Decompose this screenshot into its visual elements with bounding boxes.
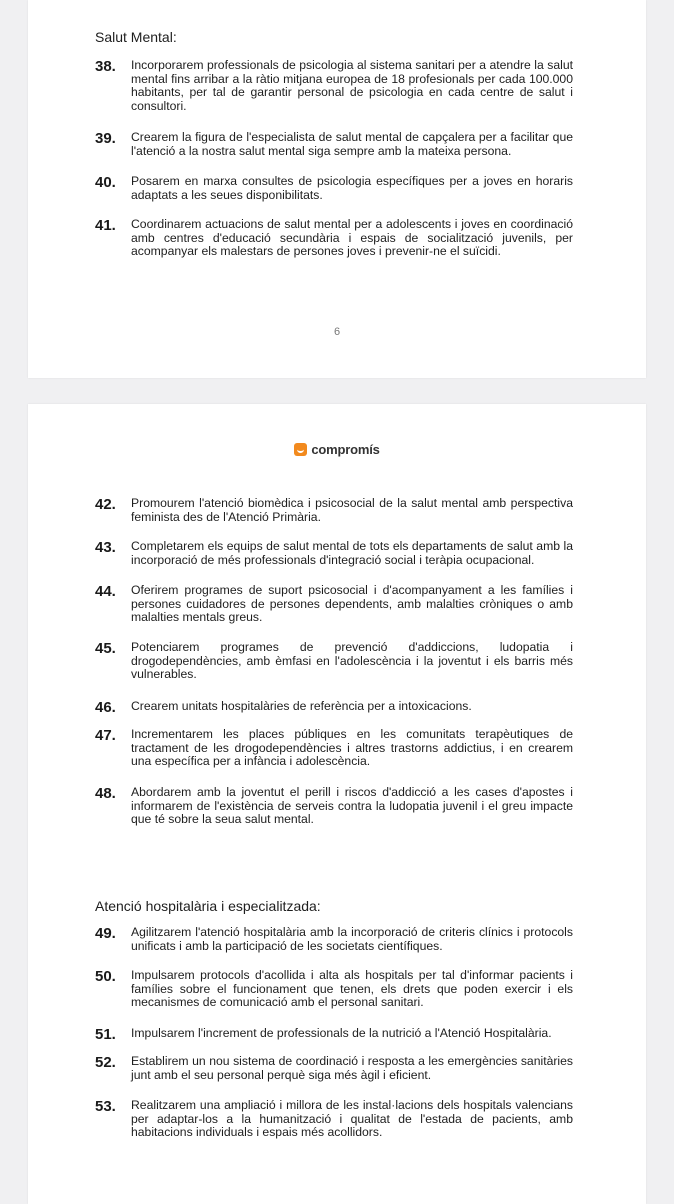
list-item [95,1055,573,1082]
item-number: 50. [95,968,116,985]
list-item [95,728,573,769]
item-number: 51. [95,1026,116,1043]
list-item [95,1099,573,1140]
item-number: 52. [95,1054,116,1071]
item-text: Realitzarem una ampliació i millora de les instal·lacions dels hospitals valencians per adaptar-los a la humanització i qualitat de l'estada de pacients, amb habitacions individuals i espais més acollidors. [131,1098,573,1140]
document-page-7 [28,404,646,1204]
section-title-atencio-hospitalaria: Atenció hospitalària i especialitzada: [95,898,321,914]
page-number: 6 [333,326,341,338]
item-text: Potenciarem programes de prevenció d'addiccions, ludopatia i drogodependències, amb èmfasi en l'adolescència i la joventut i els barris més vulnerables. [131,640,573,682]
section-title-salut-mental: Salut Mental: [95,29,177,45]
list-item [95,218,573,259]
list-item [95,131,573,158]
item-number: 47. [95,727,116,744]
list-item [95,540,573,567]
list-item [95,700,573,715]
item-number: 39. [95,130,116,147]
list-item [95,59,573,113]
compromis-smile-icon [294,443,307,456]
list-item [95,969,573,1010]
document-page-6 [28,0,646,378]
item-text: Crearem la figura de l'especialista de salut mental de capçalera per a facilitar que l'atenció a la nostra salut mental siga sempre amb la mateixa persona. [131,130,573,158]
compromis-logo [28,442,646,457]
item-number: 53. [95,1098,116,1115]
logo-text: compromís [311,442,380,457]
item-number: 41. [95,217,116,234]
item-number: 46. [95,699,116,716]
item-number: 42. [95,496,116,513]
list-item [95,786,573,827]
list-item [95,175,573,202]
list-item [95,497,573,524]
item-text: Completarem els equips de salut mental de tots els departaments de salut amb la incorporació de més professionals d'integració social i teràpia ocupacional. [131,539,573,567]
list-item [95,1027,573,1042]
item-text: Oferirem programes de suport psicosocial i d'acompanyament a les famílies i persones cuidadores de persones dependents, amb malalties cròniques o amb malalties mentals greus. [131,583,573,625]
item-number: 48. [95,785,116,802]
list-item [95,641,573,682]
item-text: Impulsarem l'increment de professionals de la nutrició a l'Atenció Hospitalària. [131,1026,552,1040]
item-text: Coordinarem actuacions de salut mental per a adolescents i joves en coordinació amb centres d'educació secundària i espais de socialització juvenils, per acompanyar els malestars de persones joves i prevenir-ne el suïcidi. [131,217,573,259]
item-number: 49. [95,925,116,942]
item-text: Impulsarem protocols d'acollida i alta als hospitals per tal d'informar pacients i famílies sobre el funcionament que tenen, els drets que poden exercir i els mecanismes de comunicació amb el personal sanitari. [131,968,573,1010]
item-number: 44. [95,583,116,600]
item-text: Establirem un nou sistema de coordinació i resposta a les emergències sanitàries junt amb el seu personal perquè siga més àgil i eficient. [131,1054,573,1082]
item-text: Crearem unitats hospitalàries de referència per a intoxicacions. [131,699,472,713]
list-item [95,926,573,953]
item-text: Agilitzarem l'atenció hospitalària amb la incorporació de criteris clínics i protocols unificats i amb la participació de les societats científiques. [131,925,573,953]
item-text: Abordarem amb la joventut el perill i riscos d'addicció a les cases d'apostes i informarem de l'existència de serveis contra la ludopatia juvenil i el greu impacte que té sobre la seua salut mental. [131,785,573,827]
item-number: 38. [95,58,116,75]
item-number: 43. [95,539,116,556]
item-text: Incorporarem professionals de psicologia al sistema sanitari per a atendre la salut mental fins arribar a la ràtio mitjana europea de 18 profesionals per cada 100.000 habitants, per tal de garantir personal de psicologia en cada centre de salut i consultori. [131,58,573,113]
item-number: 40. [95,174,116,191]
item-text: Posarem en marxa consultes de psicologia específiques per a joves en horaris adaptats a les seues disponibilitats. [131,174,573,202]
item-text: Promourem l'atenció biomèdica i psicosocial de la salut mental amb perspectiva feminista des de l'Atenció Primària. [131,496,573,524]
item-number: 45. [95,640,116,657]
list-item [95,584,573,625]
item-text: Incrementarem les places públiques en les comunitats terapèutiques de tractament de les drogodependències i altres trastorns addictius, i en crearem una específica per a infància i adolescència. [131,727,573,769]
